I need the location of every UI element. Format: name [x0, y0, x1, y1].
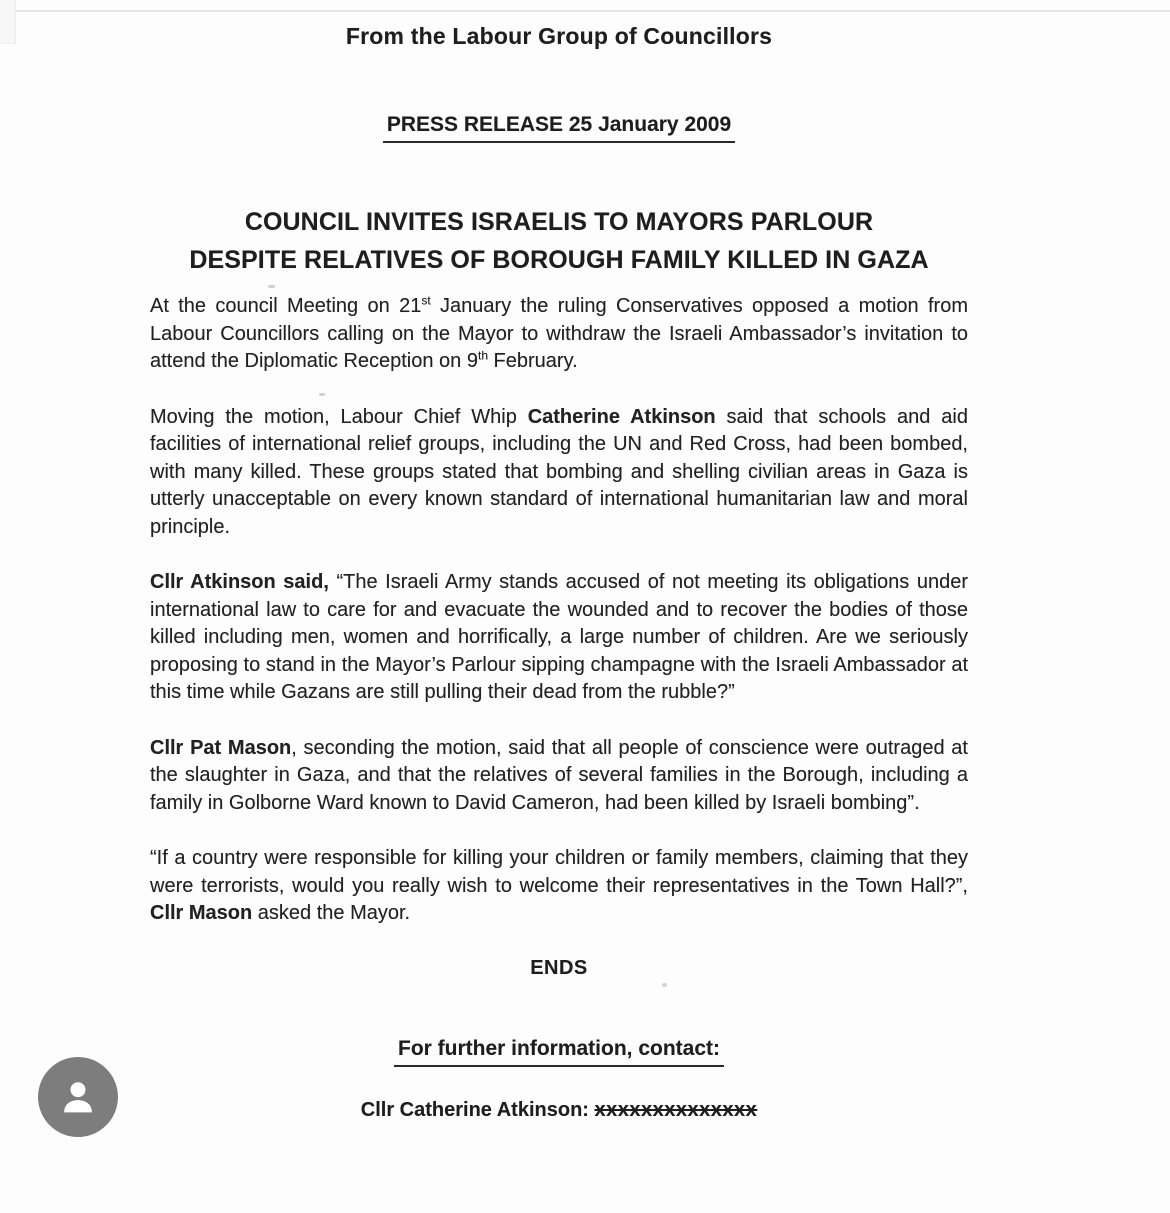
- paragraph: Moving the motion, Labour Chief Whip Catherine Atkinson said that schools and aid facilities of international relief groups, including the UN and Red Cross, had been bombed, with many killed. These groups stated that bombing and shelling civilian areas in Gaza is utterly unacceptable on every known standard of international humanitarian law and moral principle.: [150, 405, 968, 538]
- user-avatar[interactable]: [38, 1057, 118, 1137]
- contact-heading-text: For further information, contact:: [394, 1036, 724, 1067]
- headline-line-2: DESPITE RELATIVES OF BOROUGH FAMILY KILLED IN GAZA: [189, 246, 929, 274]
- paragraph: Cllr Atkinson said, “The Israeli Army stands accused of not meeting its obligations under international law to care for and evacuate the wounded and to recover the bodies of those killed including men, women and horrifically, a large number of children. Are we seriously proposing to stand in the Mayor’s Parlour sipping champagne with the Israeli Ambassador at this time while Gazans are still pulling their dead from the rubble?”: [150, 571, 969, 703]
- press-release-title: [150, 112, 968, 143]
- contact-line: [150, 1097, 968, 1124]
- scan-corner-artifact: [0, 0, 16, 44]
- person-icon: [55, 1074, 101, 1120]
- document-content: [150, 0, 968, 1124]
- body-paragraphs: [150, 293, 968, 928]
- paragraph: “If a country were responsible for killing your children or family members, claiming that they were terrorists, would you really wish to welcome their representatives in the Town Hall?”, Cllr Mason asked the Mayor.: [150, 847, 968, 924]
- paragraph: Cllr Pat Mason, seconding the motion, said that all people of conscience were outraged at the slaughter in Gaza, and that the relatives of several families in the Borough, including a family in Golborne Ward known to David Cameron, had been killed by Israeli bombing”.: [150, 736, 968, 814]
- press-release-title-text: PRESS RELEASE 25 January 2009: [383, 112, 735, 143]
- headline: [150, 203, 968, 279]
- ends-marker: ENDS: [530, 956, 588, 979]
- paragraph: At the council Meeting on 21st January the ruling Conservatives opposed a motion from Labour Councillors calling on the Mayor to withdraw the Israeli Ambassador’s invitation to attend the Diplomatic Reception on 9th February.: [150, 293, 968, 372]
- contact-name: Cllr Catherine Atkinson:: [360, 1098, 595, 1121]
- document-source-line: From the Labour Group of Councillors: [345, 23, 773, 49]
- headline-line-1: COUNCIL INVITES ISRAELIS TO MAYORS PARLOUR: [244, 208, 874, 236]
- redacted-phone-number: xxxxxxxxxxxxxx: [594, 1098, 758, 1121]
- contact-heading: [150, 1036, 968, 1067]
